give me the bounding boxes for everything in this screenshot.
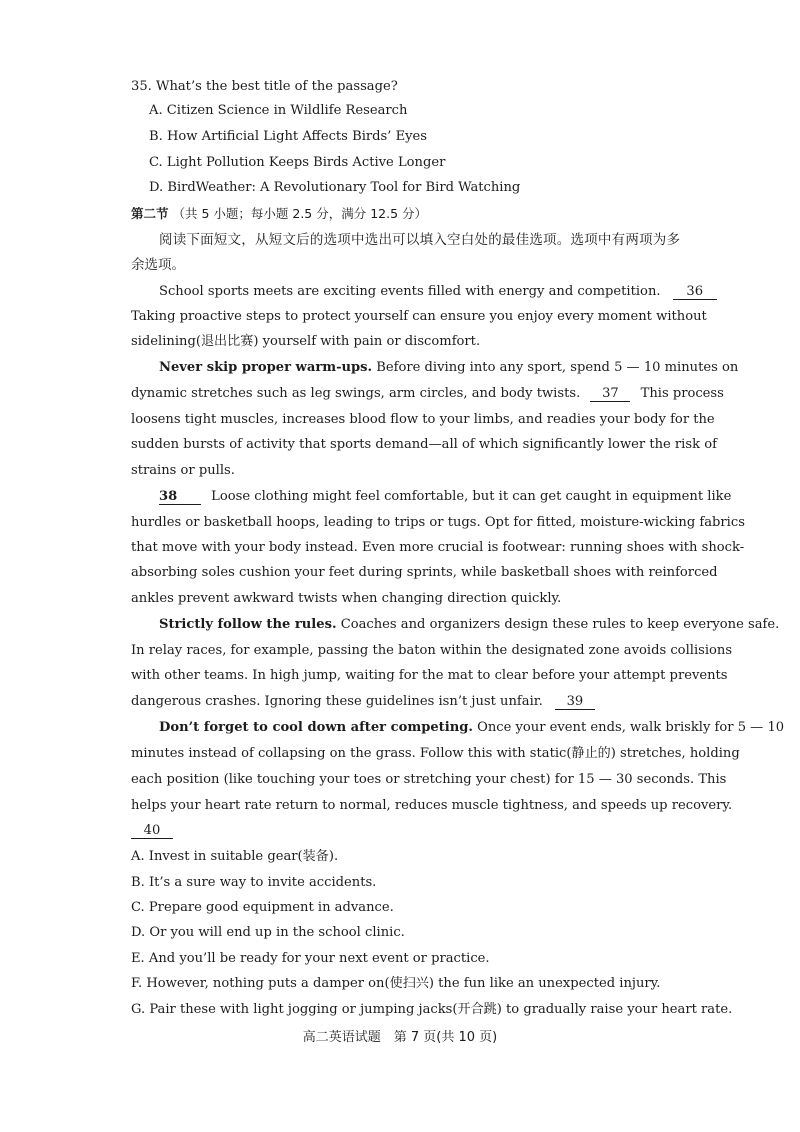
- section-scoring: （共 5 小题；每小题 2.5 分，满分 12.5 分）: [172, 206, 428, 221]
- passage-p3-line-1: [159, 488, 732, 506]
- passage-text: dangerous crashes. Ignoring these guidelines isn’t just unfair.: [131, 694, 543, 709]
- passage-p2-line-1: [159, 359, 739, 377]
- passage-p2-line-5: strains or pulls.: [131, 463, 235, 478]
- q35-option-d: D. BirdWeather: A Revolutionary Tool for Bird Watching: [149, 180, 521, 195]
- passage-p2-line-4: sudden bursts of activity that sports demand—all of which significantly lower the risk of: [131, 437, 717, 452]
- page-footer: 高二英语试题 第 7 页(共 10 页): [302, 1030, 498, 1045]
- passage-text: Before diving into any sport, spend 5 — 10 minutes on: [376, 360, 739, 375]
- passage-p5-line-4: helps your heart rate return to normal, reduces muscle tightness, and speeds up recovery.: [131, 798, 733, 813]
- section-instructions-2: 余选项。: [131, 257, 185, 273]
- passage-p5-line-2: minutes instead of collapsing on the grass. Follow this with static(静止的) stretches, holding: [131, 746, 740, 761]
- passage-p3-line-2: hurdles or basketball hoops, leading to trips or tugs. Opt for fitted, moisture-wicking fabrics: [131, 515, 745, 530]
- blank-37: 37: [590, 386, 630, 402]
- passage-p3-line-5: ankles prevent awkward twists when changing direction quickly.: [131, 591, 562, 606]
- passage-p5-line-3: each position (like touching your toes or stretching your chest) for 15 — 30 seconds. This: [131, 772, 727, 787]
- passage-text: Once your event ends, walk briskly for 5 — 10: [477, 720, 785, 735]
- blank-36: 36: [673, 284, 717, 300]
- passage-p5-line-1: [159, 719, 785, 737]
- passage-p4-line-3: with other teams. In high jump, waiting for the mat to clear before your attempt prevents: [131, 668, 728, 683]
- passage-text: School sports meets are exciting events filled with energy and competition.: [159, 284, 661, 299]
- q35-option-c: C. Light Pollution Keeps Birds Active Longer: [149, 155, 446, 170]
- option-f: F. However, nothing puts a damper on(使扫兴) the fun like an unexpected injury.: [131, 976, 661, 991]
- blank-38: 38: [159, 489, 201, 505]
- option-a: A. Invest in suitable gear(装备).: [131, 849, 339, 864]
- section-heading: [131, 205, 680, 223]
- passage-p3-line-4: absorbing soles cushion your feet during sprints, while basketball shoes with reinforced: [131, 565, 718, 580]
- blank-40: 40: [131, 823, 173, 839]
- passage-p4-line-4: [131, 693, 680, 711]
- option-d: D. Or you will end up in the school clinic.: [131, 925, 405, 940]
- q35-option-a: A. Citizen Science in Wildlife Research: [149, 103, 408, 118]
- q35-option-b: B. How Artificial Light Affects Birds’ Eyes: [149, 129, 427, 144]
- passage-bold-lead: Strictly follow the rules.: [159, 617, 337, 632]
- passage-p5-line-5: [131, 822, 680, 840]
- passage-p1-line-2: Taking proactive steps to protect yourself can ensure you enjoy every moment without: [131, 309, 707, 324]
- option-b: B. It’s a sure way to invite accidents.: [131, 875, 377, 890]
- option-g: G. Pair these with light jogging or jumping jacks(开合跳) to gradually raise your heart rate.: [131, 1002, 733, 1017]
- passage-p4-line-1: [159, 616, 780, 634]
- passage-text: Loose clothing might feel comfortable, but it can get caught in equipment like: [211, 489, 732, 504]
- blank-39: 39: [555, 694, 595, 710]
- passage-p2-line-3: loosens tight muscles, increases blood flow to your limbs, and readies your body for the: [131, 412, 715, 427]
- passage-p3-line-3: that move with your body instead. Even more crucial is footwear: running shoes with shock-: [131, 540, 745, 555]
- option-c: C. Prepare good equipment in advance.: [131, 900, 394, 915]
- section-instructions-1: 阅读下面短文，从短文后的选项中选出可以填入空白处的最佳选项。选项中有两项为多: [159, 232, 680, 248]
- passage-text: Coaches and organizers design these rules to keep everyone safe.: [340, 617, 780, 632]
- passage-bold-lead: Don’t forget to cool down after competing.: [159, 720, 473, 735]
- q35-question: 35. What’s the best title of the passage?: [131, 79, 398, 94]
- section-title: 第二节: [131, 206, 169, 221]
- passage-p4-line-2: In relay races, for example, passing the baton within the designated zone avoids collisions: [131, 643, 733, 658]
- passage-p2-line-2: [131, 385, 724, 403]
- passage-p1-line-1: [159, 283, 704, 301]
- option-e: E. And you’ll be ready for your next event or practice.: [131, 951, 490, 966]
- passage-text: dynamic stretches such as leg swings, arm circles, and body twists.: [131, 386, 581, 401]
- passage-p1-line-3: sidelining(退出比赛) yourself with pain or discomfort.: [131, 334, 481, 349]
- passage-text: This process: [640, 386, 724, 401]
- passage-bold-lead: Never skip proper warm-ups.: [159, 360, 373, 375]
